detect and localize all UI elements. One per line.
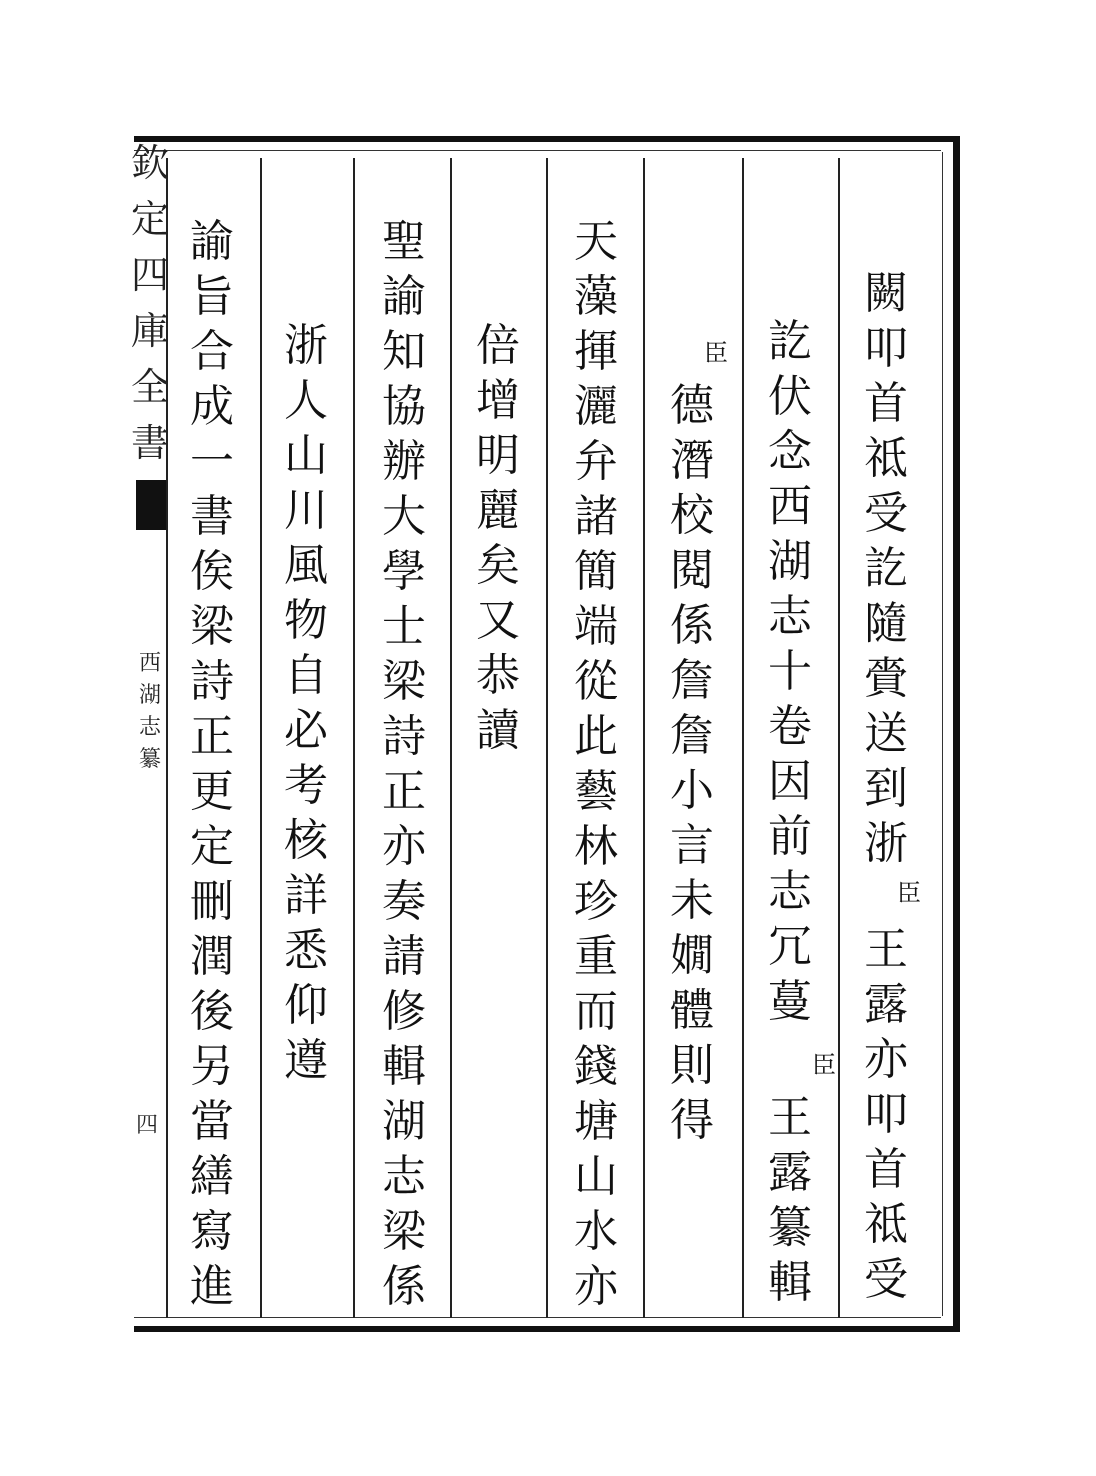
character: 當 [190,1096,234,1147]
character: 又 [476,595,520,646]
character: 輯 [382,1041,426,1092]
character: 從 [574,656,618,707]
character: 湖 [768,536,812,587]
character: 麗 [476,485,520,536]
character: 辦 [382,436,426,487]
character: 正 [190,711,234,762]
text-column-7 [276,318,336,1088]
character: 嫺 [670,930,714,981]
text-column-2-continued [760,1090,820,1310]
character: 聖 [382,216,426,267]
character: 矣 [476,540,520,591]
character: 西 [138,651,161,676]
character: 士 [382,601,426,652]
text-column-6 [374,214,434,1314]
character: 仰 [284,980,328,1031]
character: 山 [574,1151,618,1202]
character: 定 [131,197,170,241]
character: 梁 [190,601,234,652]
character: 潤 [190,931,234,982]
character: 書 [190,491,234,542]
column-rule [838,158,840,1318]
character: 念 [768,426,812,477]
character: 得 [670,1095,714,1146]
character: 悉 [284,925,328,976]
character: 一 [190,436,234,487]
character: 知 [382,326,426,377]
character: 志 [768,591,812,642]
character: 詳 [284,870,328,921]
character: 揮 [574,326,618,377]
character: 端 [574,601,618,652]
character: 山 [284,430,328,481]
character: 寫 [190,1206,234,1257]
character: 正 [382,766,426,817]
character: 志 [382,1151,426,1202]
character: 四 [131,253,170,297]
margin-title [131,135,170,471]
character: 諸 [574,491,618,542]
character: 更 [190,766,234,817]
character: 書 [131,421,170,465]
character: 伏 [768,371,812,422]
character: 藝 [574,766,618,817]
character: 闕 [864,268,908,319]
character: 則 [670,1040,714,1091]
text-column-1 [856,266,916,871]
character: 受 [864,1254,908,1305]
character: 卷 [768,701,812,752]
character: 詩 [190,656,234,707]
character: 合 [190,326,234,377]
character: 訖 [768,316,812,367]
character: 庫 [131,309,170,353]
character: 林 [574,821,618,872]
character: 體 [670,985,714,1036]
character: 增 [476,375,520,426]
character: 考 [284,760,328,811]
margin-book-title [136,648,164,776]
character: 珍 [574,876,618,927]
character: 全 [131,365,170,409]
text-column-3 [662,378,722,1148]
character: 德 [670,380,714,431]
character: 必 [284,705,328,756]
character: 送 [864,708,908,759]
character: 詹 [670,655,714,706]
character: 明 [476,430,520,481]
character: 王 [864,924,908,975]
character: 浙 [864,818,908,869]
character: 弁 [574,436,618,487]
character: 賫 [864,653,908,704]
character: 因 [768,756,812,807]
character: 後 [190,986,234,1037]
character: 物 [284,595,328,646]
character: 小 [670,765,714,816]
character: 亦 [382,821,426,872]
character: 梁 [382,1206,426,1257]
character: 叩 [864,1089,908,1140]
character: 首 [864,1144,908,1195]
character: 浙 [284,320,328,371]
character: 協 [382,381,426,432]
character: 詩 [382,711,426,762]
text-column-5 [468,318,528,758]
column-rule [353,158,355,1318]
character: 潛 [670,435,714,486]
character: 王 [768,1092,812,1143]
character: 風 [284,540,328,591]
character: 露 [768,1147,812,1198]
character: 冗 [768,921,812,972]
character: 首 [864,378,908,429]
fishtail-mark [136,480,166,530]
column-rule [546,158,548,1318]
character: 讀 [476,705,520,756]
character: 到 [864,763,908,814]
character: 塘 [574,1096,618,1147]
character: 重 [574,931,618,982]
character: 欽 [131,141,170,185]
character: 諭 [382,271,426,322]
frame-inner-rule [942,152,943,1316]
character: 人 [284,375,328,426]
character: 大 [382,491,426,542]
character: 奏 [382,876,426,927]
character: 輯 [768,1257,812,1308]
text-column-8 [182,214,242,1314]
character: 校 [670,490,714,541]
character: 核 [284,815,328,866]
character: 進 [190,1261,234,1312]
character: 言 [670,820,714,871]
character: 閱 [670,545,714,596]
character: 志 [138,715,161,740]
character: 成 [190,381,234,432]
character: 灑 [574,381,618,432]
character: 學 [382,546,426,597]
character: 簡 [574,546,618,597]
character: 繕 [190,1151,234,1202]
character: 志 [768,866,812,917]
character: 西 [768,481,812,532]
character: 未 [670,875,714,926]
character: 自 [284,650,328,701]
character: 修 [382,986,426,1037]
character: 而 [574,986,618,1037]
character: 諭 [190,216,234,267]
character: 川 [284,485,328,536]
column-rule [742,158,744,1318]
character: 天 [574,216,618,267]
character: 湖 [382,1096,426,1147]
character: 梁 [382,656,426,707]
margin-page-number: 四 [136,1113,159,1138]
character: 露 [864,979,908,1030]
minister-marker: 臣 [812,1051,836,1079]
column-rule [450,158,452,1318]
character: 倍 [476,320,520,371]
character: 亦 [574,1261,618,1312]
character: 係 [670,600,714,651]
column-rule [643,158,645,1318]
character: 遵 [284,1035,328,1086]
text-column-1-continued [856,922,916,1307]
character: 十 [768,646,812,697]
character: 纂 [138,747,161,772]
character: 旨 [190,271,234,322]
character: 俟 [190,546,234,597]
character: 錢 [574,1041,618,1092]
character: 前 [768,811,812,862]
character: 恭 [476,650,520,701]
character: 水 [574,1206,618,1257]
character: 此 [574,711,618,762]
character: 受 [864,488,908,539]
text-column-4 [566,214,626,1314]
text-column-2 [760,314,820,1029]
minister-marker: 臣 [897,879,921,907]
character: 湖 [138,683,161,708]
character: 蔓 [768,976,812,1027]
character: 另 [190,1041,234,1092]
minister-marker: 臣 [704,339,728,367]
character: 叩 [864,323,908,374]
character: 係 [382,1261,426,1312]
character: 請 [382,931,426,982]
character: 定 [190,821,234,872]
character: 藻 [574,271,618,322]
character: 隨 [864,598,908,649]
character: 亦 [864,1034,908,1085]
character: 纂 [768,1202,812,1253]
character: 祗 [864,433,908,484]
character: 祗 [864,1199,908,1250]
character: 詹 [670,710,714,761]
character: 刪 [190,876,234,927]
column-rule [260,158,262,1318]
character: 訖 [864,543,908,594]
